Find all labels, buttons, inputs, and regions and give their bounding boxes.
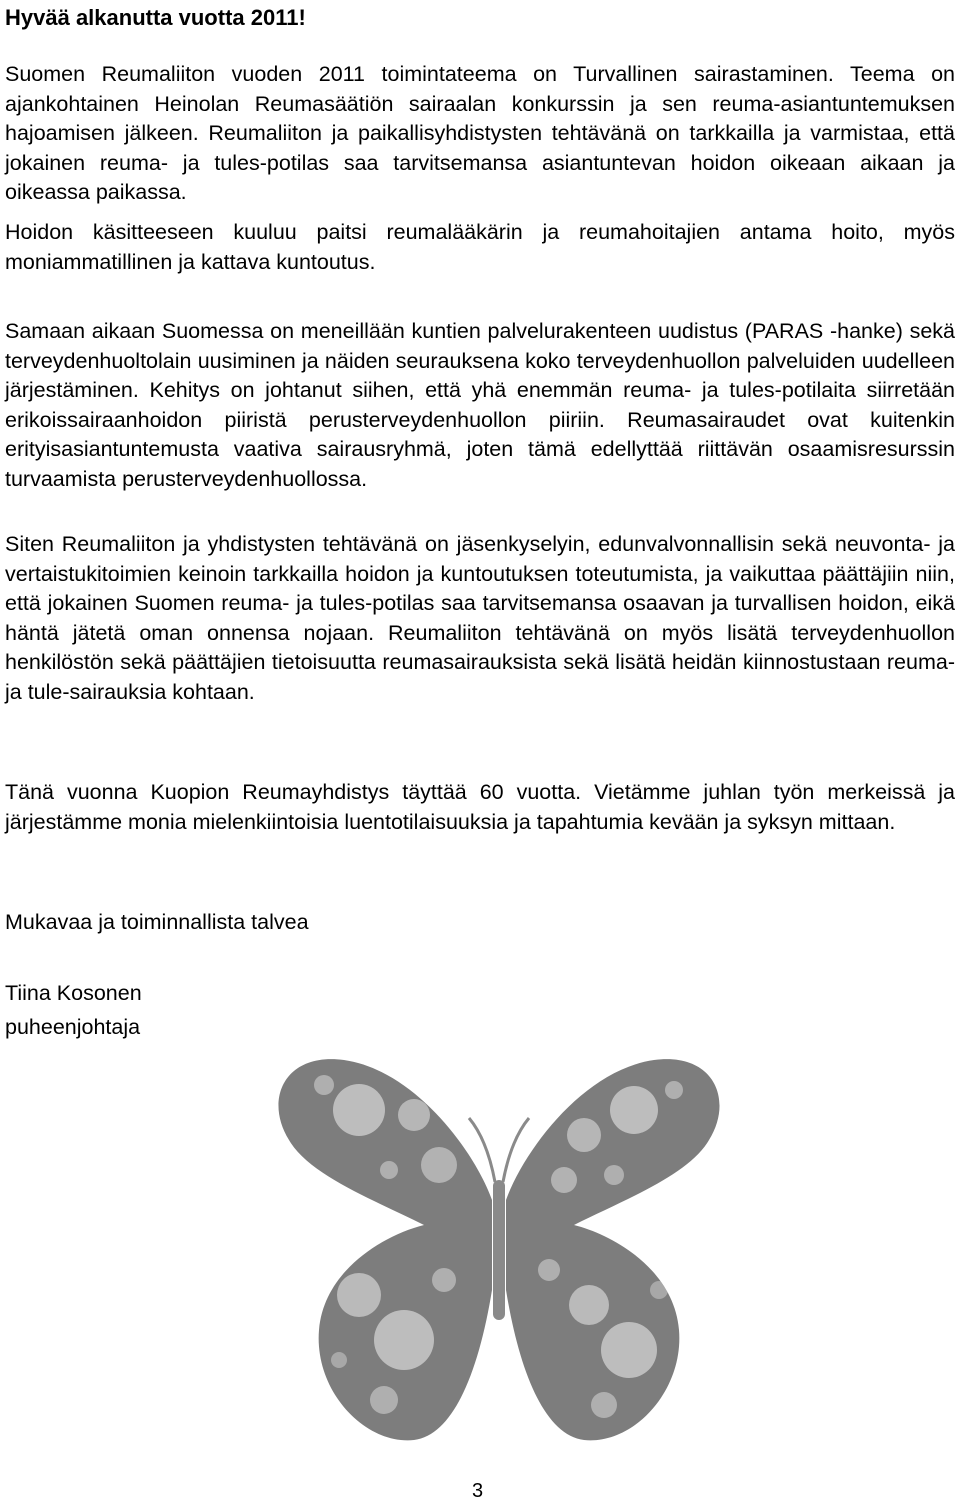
page-number: 3 [472, 1480, 484, 1502]
butterfly-icon [264, 1040, 734, 1480]
paragraph-theme: Suomen Reumaliiton vuoden 2011 toimintateema on Turvallinen sairastaminen. Teema on ajankohtainen Heinolan Reumasäätiön sairaalan konkurssin ja sen reuma-asiantuntemuksen hajoamisen jälkeen. Reumaliiton ja paikallisyhdistysten tehtävänä on tarkkailla ja varmistaa, että jokainen reuma- ja tules-potilas saa tarvitsemansa asiantuntevan hoidon oikeaan aikaan ja oikeassa paikassa. [5, 62, 955, 204]
signature-name: Tiina Kosonen [5, 981, 142, 1005]
paragraph-advocacy: Siten Reumaliiton ja yhdistysten tehtävänä on jäsenkyselyin, edunvalvonnallisin sekä neuvonta- ja vertaistukitoimien keinoin tarkkailla hoidon ja kuntoutuksen toteutumista, ja vaikuttaa päättäjiin niin, että jokainen Suomen reuma- ja tules-potilas saa tarvitsemansa osaavan ja turvallisen hoidon, eikä häntä jätetä oman onnensa nojaan. Reumaliiton tehtävänä on myös lisätä terveydenhuollon henkilöstön sekä päättäjien tietoisuutta reumasairauksista sekä lisätä heidän kiinnostustaan reuma- ja tule-sairauksia kohtaan. [5, 532, 955, 704]
paragraph-reform: Samaan aikaan Suomessa on meneillään kuntien palvelurakenteen uudistus (PARAS -hanke) sekä terveydenhuoltolain uusiminen ja näiden seurauksena koko terveydenhuollon palveluiden uudelleen järjestäminen. Kehitys on johtanut siihen, että yhä enemmän reuma- ja tules-potilaita siirretään erikoissairaanhoidon piiristä perusterveydenhuollon piiriin. Reumasairaudet ovat kuitenkin erityisasiantuntemusta vaativa sairausryhmä, joten tämä edellyttää riittävän osaamisresurssin turvaamista perusterveydenhuollossa. [5, 319, 955, 491]
paragraph-anniversary: Tänä vuonna Kuopion Reumayhdistys täyttää 60 vuotta. Vietämme juhlan työn merkeissä ja järjestämme monia mielenkiintoisia luentotilaisuuksia ja tapahtumia kevään ja syksyn mittaan. [5, 780, 955, 834]
left-wing [278, 1059, 492, 1440]
page-heading: Hyvää alkanutta vuotta 2011! [5, 5, 306, 30]
signature-role: puheenjohtaja [5, 1015, 141, 1039]
paragraph-closing: Mukavaa ja toiminnallista talvea [5, 910, 309, 934]
paragraph-care: Hoidon käsitteeseen kuuluu paitsi reumalääkärin ja reumahoitajien antama hoito, myös moniammatillinen ja kattava kuntoutus. [5, 220, 955, 274]
